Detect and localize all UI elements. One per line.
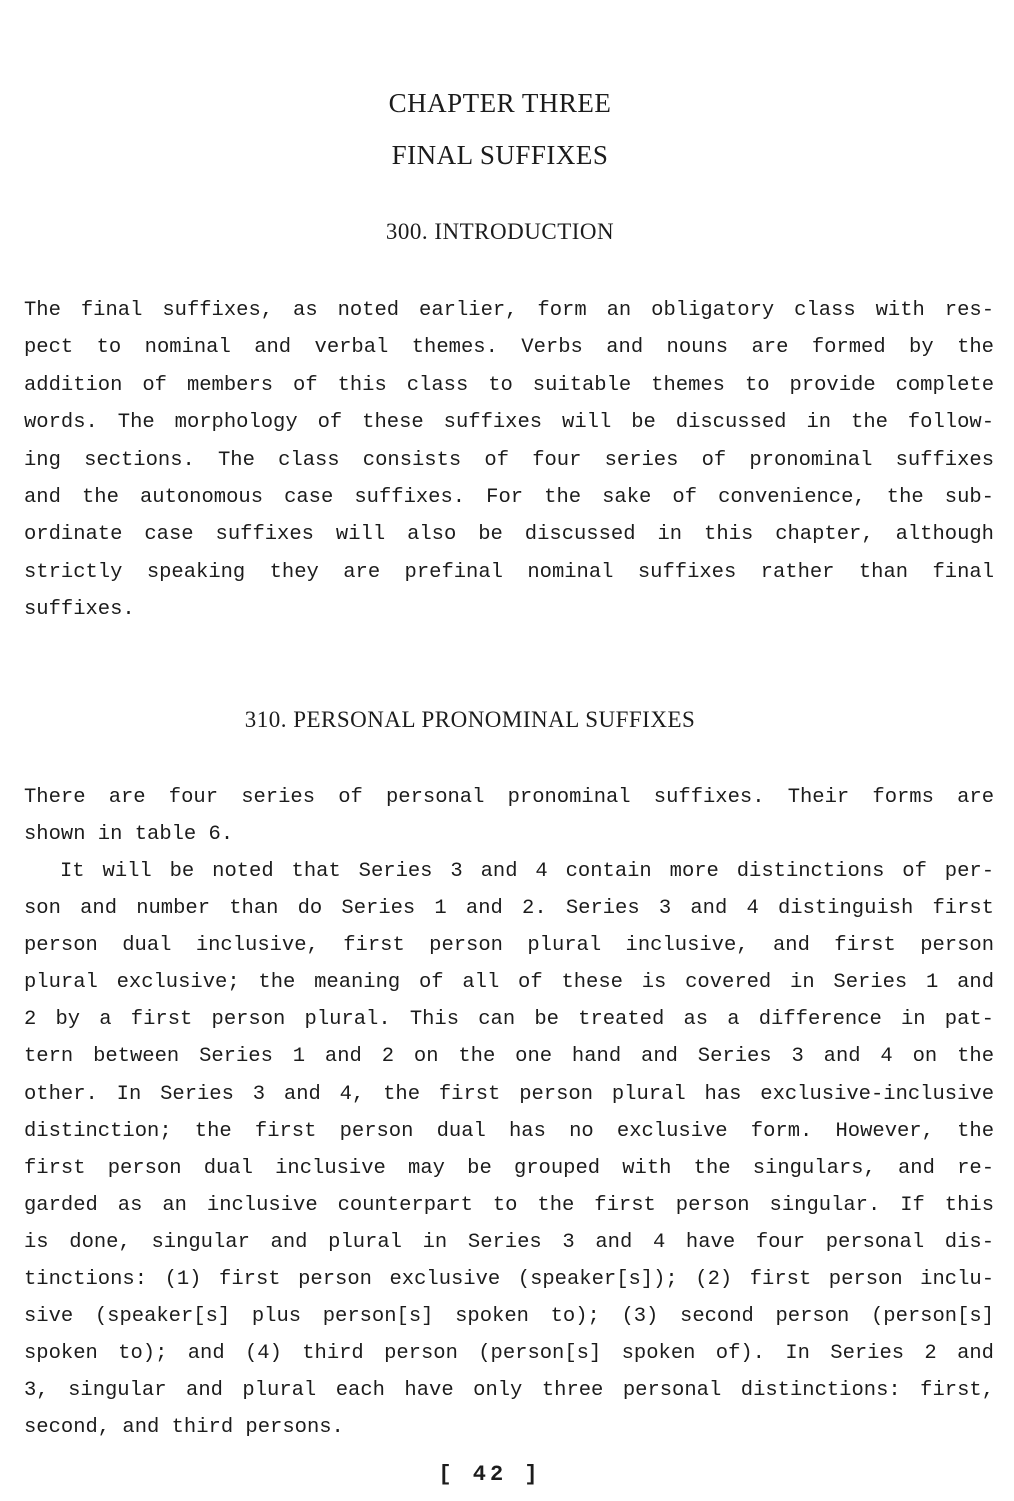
text-line: other. In Series 3 and 4, the first person plural has exclusive-inclusive (24, 1082, 994, 1106)
chapter-title: FINAL SUFFIXES (391, 140, 609, 170)
text-line: 3, singular and plural each have only three personal distinctions: first, (24, 1379, 994, 1403)
text-line: words. The morphology of these suffixes will be discussed in the follow- (24, 411, 994, 435)
text-line: son and number than do Series 1 and 2. Series 3 and 4 distinguish first (24, 897, 994, 921)
section-heading-personal-pronominal-suffixes: 310. PERSONAL PRONOMINAL SUFFIXES (244, 707, 696, 732)
text-line: tern between Series 1 and 2 on the one hand and Series 3 and 4 on the (24, 1045, 994, 1069)
text-line: first person dual inclusive may be grouped with the singulars, and re- (24, 1156, 994, 1180)
text-line: addition of members of this class to suitable themes to provide complete (24, 373, 994, 397)
text-line: is done, singular and plural in Series 3 and 4 have four personal dis- (24, 1230, 994, 1254)
text-line: There are four series of personal pronominal suffixes. Their forms are (24, 786, 994, 809)
text-line: distinction; the first person dual has no exclusive form. However, the (24, 1119, 994, 1143)
text-line: ing sections. The class consists of four series of pronominal suffixes (24, 448, 994, 472)
text-line: tinctions: (1) first person exclusive (speaker[s]); (2) first person inclu- (24, 1268, 994, 1292)
paragraph-series-forms (24, 779, 994, 854)
text-line: plural exclusive; the meaning of all of these is covered in Series 1 and (24, 971, 994, 995)
section-heading-introduction: 300. INTRODUCTION (385, 219, 615, 244)
text-line: shown in table 6. (24, 823, 234, 847)
paragraph-series-distinctions (24, 853, 994, 1447)
text-line: pect to nominal and verbal themes. Verbs and nouns are formed by the (24, 336, 994, 360)
text-line: person dual inclusive, first person plural inclusive, and first person (24, 934, 994, 958)
text-line: 2 by a first person plural. This can be treated as a difference in pat- (24, 1008, 994, 1032)
text-line: second, and third persons. (24, 1416, 344, 1440)
text-line: strictly speaking they are prefinal nominal suffixes rather than final (24, 560, 994, 584)
text-line: It will be noted that Series 3 and 4 contain more distinctions of per- (60, 860, 994, 883)
chapter-label: CHAPTER THREE (388, 88, 612, 118)
text-line: and the autonomous case suffixes. For the sake of convenience, the sub- (24, 485, 994, 509)
text-line: suffixes. (24, 598, 135, 622)
text-line: ordinate case suffixes will also be discussed in this chapter, although (24, 523, 994, 547)
page-number: [ 42 ] (438, 1462, 542, 1487)
text-line: sive (speaker[s] plus person[s] spoken to); (3) second person (person[s] (24, 1305, 994, 1329)
text-line: garded as an inclusive counterpart to the first person singular. If this (24, 1193, 994, 1217)
text-line: The final suffixes, as noted earlier, form an obligatory class with res- (24, 299, 994, 322)
text-line: spoken to); and (4) third person (person[s] spoken of). In Series 2 and (24, 1342, 994, 1366)
paragraph-introduction (24, 292, 994, 629)
